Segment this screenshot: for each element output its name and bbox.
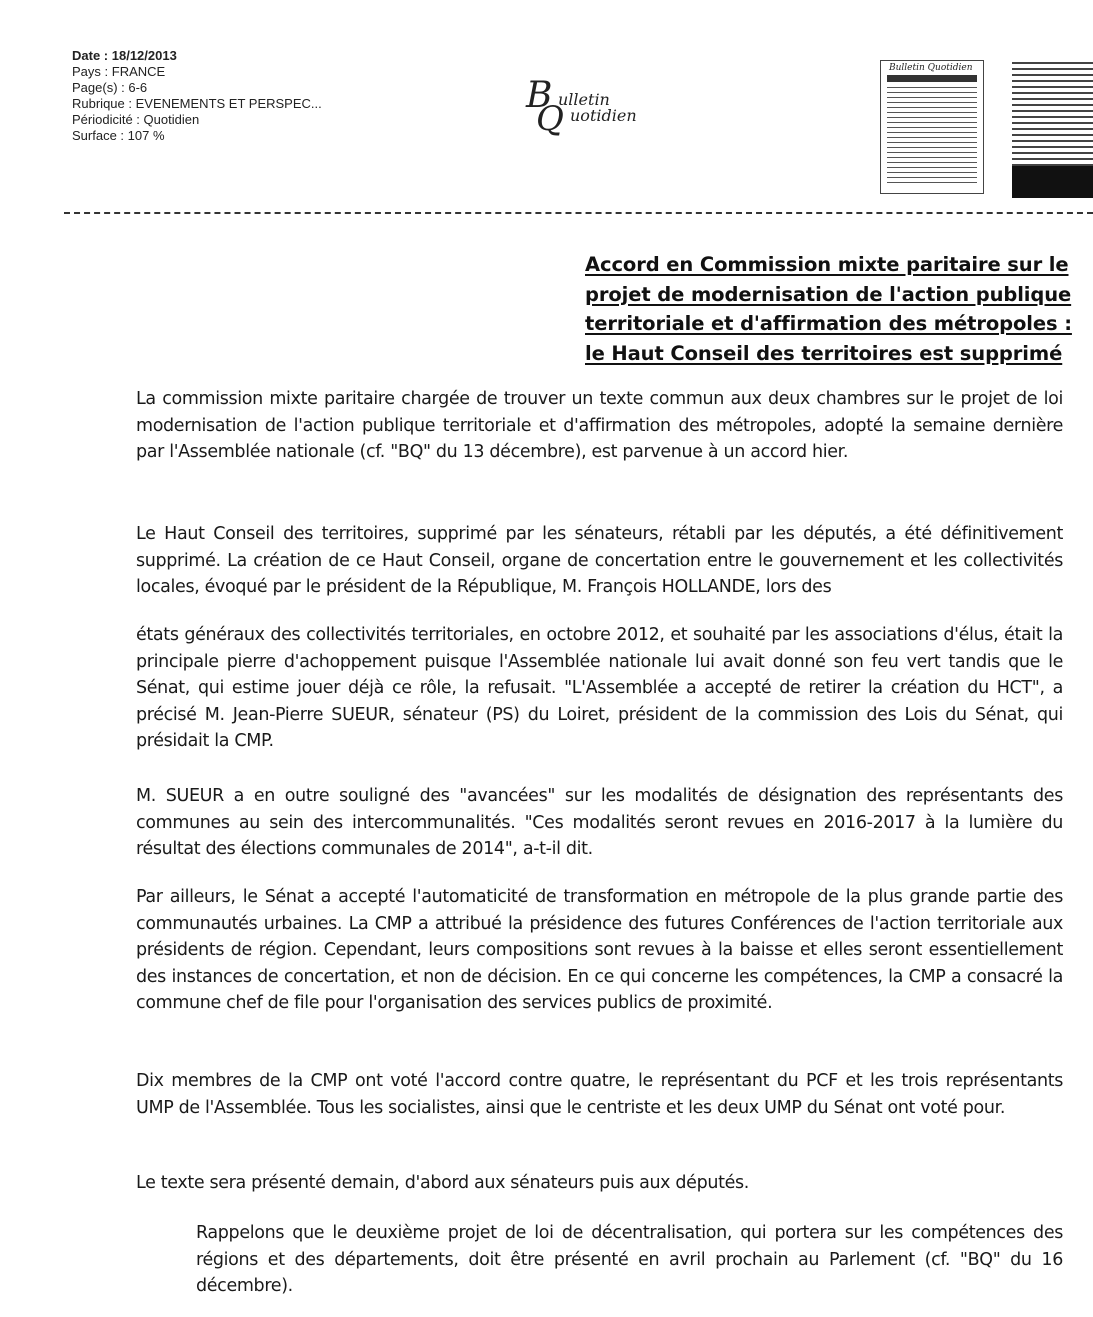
logo-initial-b: B <box>526 75 553 116</box>
article-paragraph: La commission mixte paritaire chargée de trouver un texte commun aux deux chambres sur le projet de loi modernisation de l'action publique territoriale et d'affirmation des métropoles, adopté la semaine dernière par l'Assemblée nationale (cf. "BQ" du 13 décembre), est parvenue à un accord hier. <box>136 389 1063 462</box>
meta-surface-value: 107 % <box>127 128 165 143</box>
headline-line: le Haut Conseil des territoires est supprimé <box>585 341 1063 365</box>
headline-line: territoriale et d'affirmation des métropoles : <box>585 312 1072 335</box>
meta-surface-label: Surface : <box>72 128 125 143</box>
meta-rubrique <box>72 96 322 112</box>
meta-pays-label: Pays : <box>72 64 109 79</box>
meta-pages-label: Page(s) : <box>72 80 125 95</box>
logo-initial-q: Q <box>536 99 564 139</box>
headline-line: projet de modernisation de l'action publique <box>585 282 1072 306</box>
cover-thumbnail-title: Bulletin Quotidien <box>889 63 973 73</box>
page-thumbnail <box>1012 60 1093 198</box>
logo-word-bulletin: ulletin <box>558 90 610 109</box>
meta-date <box>72 48 322 64</box>
header-separator <box>64 212 1093 214</box>
meta-rubrique-label: Rubrique : <box>72 96 132 111</box>
article-paragraph: Rappelons que le deuxième projet de loi de décentralisation, qui portera sur les compétences des régions et des départements, doit être présenté en avril prochain au Parlement (cf. "BQ" du 16 décembre). <box>196 1223 1063 1296</box>
cover-thumbnail-bar <box>887 75 977 82</box>
page-thumbnail-text <box>1012 60 1093 166</box>
article-headline <box>585 250 1072 368</box>
meta-periodicite-value: Quotidien <box>143 112 200 127</box>
meta-date-value: 18/12/2013 <box>111 48 177 63</box>
article-paragraph: M. SUEUR a en outre souligné des "avancées" sur les modalités de désignation des représentants des communes au sein des intercommunalités. "Ces modalités seront revues en 2016-2017 à la lumière du résultat des élections communales de 2014", a-t-il dit. <box>136 786 1063 859</box>
cover-thumbnail-text <box>887 85 977 185</box>
article-paragraph: Par ailleurs, le Sénat a accepté l'automaticité de transformation en métropole de la plus grande partie des communautés urbaines. La CMP a attribué la présidence des futures Conférences de l'action territoriale aux présidents de région. Cependant, leurs compositions sont revues à la baisse et elles seront essentiellement des instances de concertation, et non de décision. En ce qui concerne les compétences, la CMP a consacré la commune chef de file pour l'organisation des services publics de proximité. <box>136 887 1063 1013</box>
meta-pages <box>72 80 322 96</box>
clipping-metadata <box>72 48 322 144</box>
meta-rubrique-value: EVENEMENTS ET PERSPEC... <box>135 96 322 111</box>
article-body <box>136 386 1063 1296</box>
meta-pays-value: FRANCE <box>111 64 166 79</box>
page-thumbnail-black-block <box>1012 166 1093 198</box>
article-paragraph: Dix membres de la CMP ont voté l'accord contre quatre, le représentant du PCF et les trois représentants UMP de l'Assemblée. Tous les socialistes, ainsi que le centriste et les deux UMP du Sénat ont voté pour. <box>136 1071 1063 1118</box>
bulletin-quotidien-logo <box>522 75 662 144</box>
logo-word-quotidien: uotidien <box>570 106 637 125</box>
headline-line: Accord en Commission mixte paritaire sur le <box>585 253 1069 276</box>
meta-periodicite-label: Périodicité : <box>72 112 140 127</box>
meta-periodicite <box>72 112 322 128</box>
article-paragraph: états généraux des collectivités territoriales, en octobre 2012, et souhaité par les associations d'élus, était la principale pierre d'achoppement puisque l'Assemblée nationale lui avait donné son feu vert tandis que le Sénat, qui estime jouer déjà ce rôle, la refusait. "L'Assemblée a accepté de retirer la création du HCT", a précisé M. Jean-Pierre SUEUR, sénateur (PS) du Loiret, président de la commission des Lois du Sénat, qui présidait la CMP. <box>136 625 1063 751</box>
meta-pays <box>72 64 322 80</box>
meta-pages-value: 6-6 <box>128 80 148 95</box>
article-paragraph: Le Haut Conseil des territoires, supprimé par les sénateurs, rétabli par les députés, a été définitivement supprimé. La création de ce Haut Conseil, organe de concertation entre le gouvernement et les collectivités locales, évoqué par le président de la République, M. François HOLLANDE, lors des <box>136 524 1063 597</box>
article-paragraph: Le texte sera présenté demain, d'abord aux sénateurs puis aux députés. <box>136 1173 749 1193</box>
meta-date-label: Date : <box>72 48 109 63</box>
cover-thumbnail <box>880 60 984 194</box>
meta-surface <box>72 128 322 144</box>
